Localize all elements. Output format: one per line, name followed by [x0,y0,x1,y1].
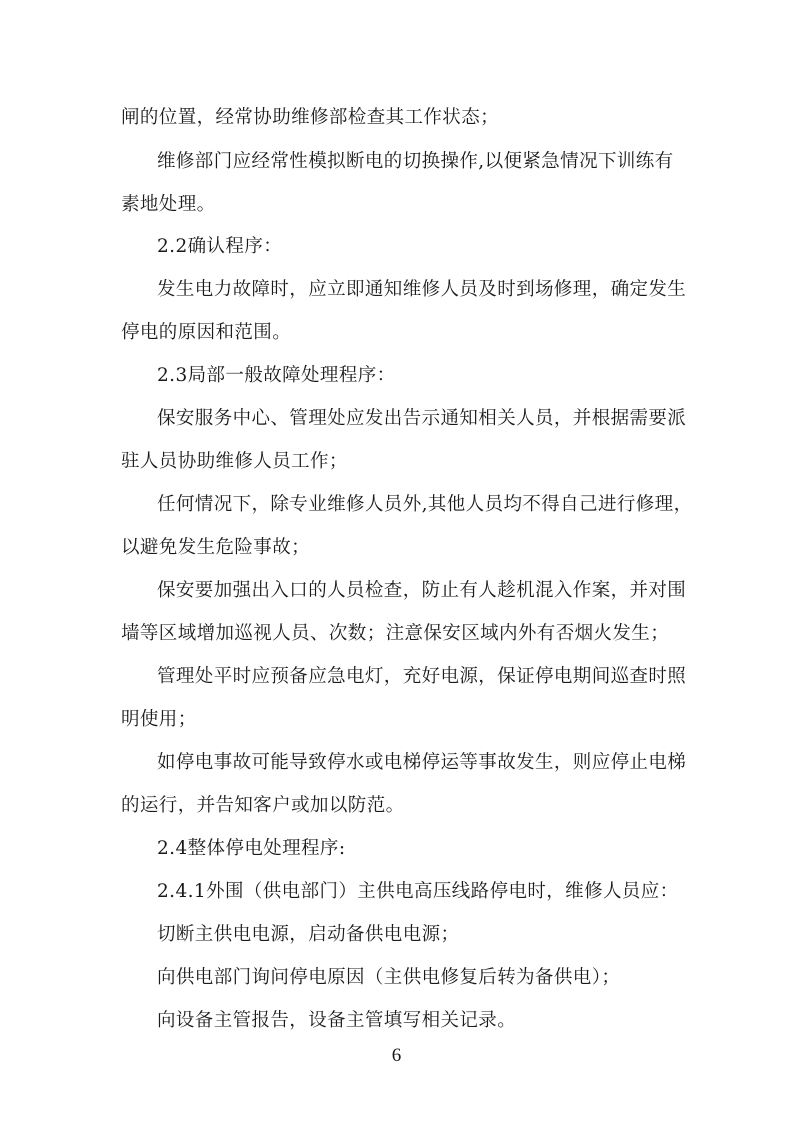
text-line: 向供电部门询问停电原因（主供电修复后转为备供电）； [157,967,621,988]
text-line: 明使用； [121,709,197,730]
text-line: 的运行，并告知客户或加以防范。 [121,795,405,816]
text-line: 保安要加强出入口的人员检查，防止有人趁机混入作案，并对围 [157,580,687,601]
text-line: 发生电力故障时，应立即通知维修人员及时到场修理，确定发生 [157,279,687,300]
text-line: 以避免发生危险事故； [121,537,311,558]
text-line: 如停电事故可能导致停水或电梯停运等事故发生，则应停止电梯 [157,752,687,773]
text-line: 闸的位置，经常协助维修部检查其工作状态； [121,107,500,128]
text-line: 停电的原因和范围。 [121,322,292,343]
text-line: 驻人员协助维修人员工作； [121,451,348,472]
text-line: 素地处理。 [121,194,216,215]
text-line: 墙等区域增加巡视人员、次数；注意保安区域内外有否烟火发生； [121,623,670,644]
text-line: 任何情况下，除专业维修人员外,其他人员均不得自己进行修理， [157,494,693,515]
text-line: 保安服务中心、管理处应发出告示通知相关人员，并根据需要派 [157,408,687,429]
text-line: 向设备主管报告，设备主管填写相关记录。 [157,1010,517,1031]
section-heading: 2.4整体停电处理程序: [157,838,346,859]
section-heading: 2.3局部一般故障处理程序： [157,365,396,386]
text-line: 管理处平时应预备应急电灯，充好电源，保证停电期间巡查时照 [157,666,687,687]
section-heading: 2.2确认程序： [157,236,283,257]
text-line: 维修部门应经常性模拟断电的切换操作,以便紧急情况下训练有 [157,151,674,172]
page-number: 6 [391,1045,402,1066]
text-line: 切断主供电电源，启动备供电电源； [157,924,460,945]
subsection-heading: 2.4.1外围（供电部门）主供电高压线路停电时，维修人员应： [157,881,679,902]
